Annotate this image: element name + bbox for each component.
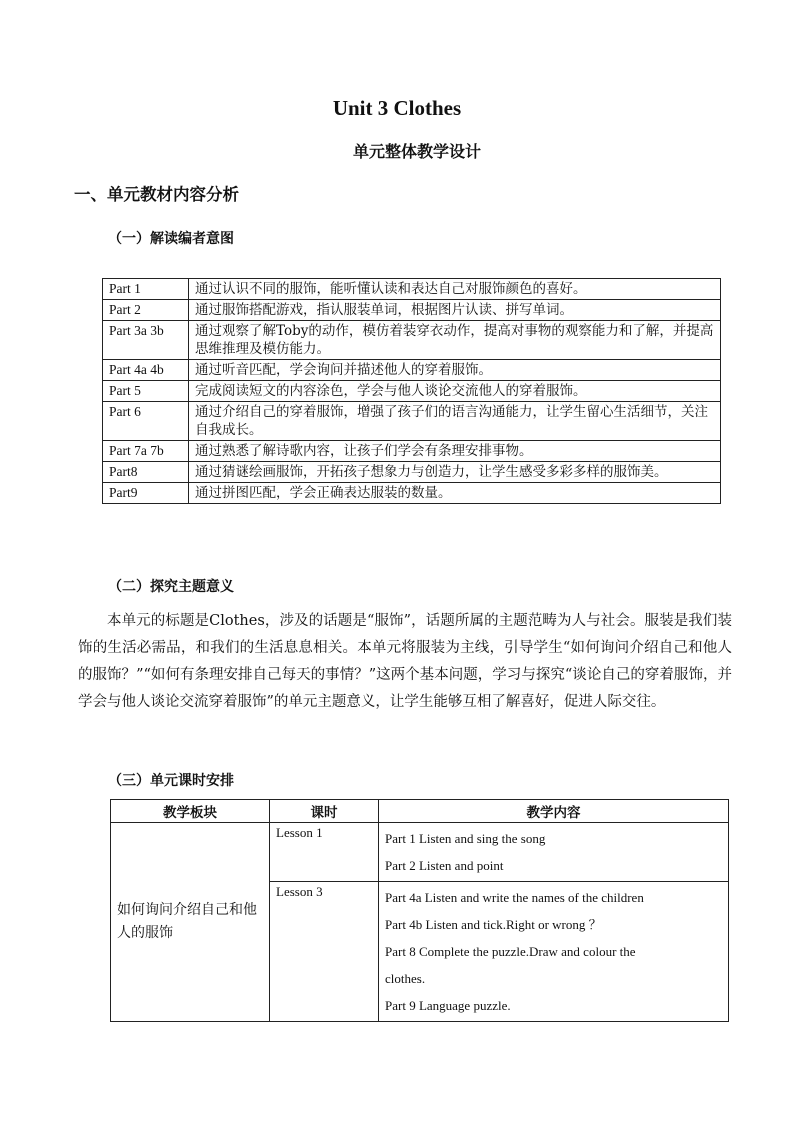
- part-desc-cell: 通过拼图匹配，学会正确表达服装的数量。: [189, 483, 721, 504]
- schedule-table: [110, 799, 729, 1022]
- table-row: [103, 279, 721, 300]
- content-cell: [379, 823, 729, 882]
- part-cell: Part 5: [103, 381, 189, 402]
- document-title: Unit 3 Clothes: [332, 96, 462, 120]
- part-desc-cell: 通过猜谜绘画服饰，开拓孩子想象力与创造力，让学生感受多彩多样的服饰美。: [189, 462, 721, 483]
- table-row: [103, 441, 721, 462]
- table-row: [103, 360, 721, 381]
- content-line: Part 2 Listen and point: [385, 858, 504, 873]
- table-row: [103, 300, 721, 321]
- part-desc-cell: 通过认识不同的服饰，能听懂认读和表达自己对服饰颜色的喜好。: [189, 279, 721, 300]
- part-cell: Part8: [103, 462, 189, 483]
- table-row: [103, 402, 721, 441]
- content-cell: [379, 882, 729, 1022]
- content-line: Part 4a Listen and write the names of the children: [385, 890, 644, 905]
- table-header-row: [111, 800, 729, 823]
- subheading-intent: （一）解读编者意图: [108, 231, 234, 247]
- content-line: Part 8 Complete the puzzle.Draw and colour the: [385, 944, 636, 959]
- subheading-theme: （二）探究主题意义: [108, 579, 234, 595]
- table-row: [111, 823, 729, 882]
- content-line: Part 4b Listen and tick.Right or wrong ？: [385, 917, 602, 932]
- table-row: [103, 321, 721, 360]
- parts-table: [102, 278, 721, 504]
- part-desc-cell: 通过听音匹配，学会询问并描述他人的穿着服饰。: [189, 360, 721, 381]
- part-desc-cell: 通过观察了解Toby的动作，模仿着装穿衣动作，提高对事物的观察能力和了解，并提高思维推理及模仿能力。: [189, 321, 721, 360]
- part-cell: Part 3a 3b: [103, 321, 189, 360]
- lesson-cell: Lesson 3: [270, 882, 379, 1022]
- part-cell: Part 7a 7b: [103, 441, 189, 462]
- content-line: Part 1 Listen and sing the song: [385, 831, 546, 846]
- table-row: [103, 381, 721, 402]
- column-header: 教学内容: [379, 800, 729, 823]
- theme-paragraph: 本单元的标题是Clothes，涉及的话题是“服饰”，话题所属的主题范畴为人与社会。服装是我们装饰的生活必需品，和我们的生活息息相关。本单元将服装为主线，引导学生“如何询问介绍自己和他人的服饰？”“如何有条理安排自己每天的事情？”这两个基本问题，学习与探究“谈论自己的穿着服饰，并学会与他人谈论交流穿着服饰”的单元主题意义，让学生能够互相了解喜好，促进人际交往。: [78, 613, 732, 710]
- part-desc-cell: 完成阅读短文的内容涂色，学会与他人谈论交流他人的穿着服饰。: [189, 381, 721, 402]
- subheading-schedule: （三）单元课时安排: [108, 773, 234, 789]
- part-cell: Part 2: [103, 300, 189, 321]
- section-heading-analysis: 一、单元教材内容分析: [74, 185, 239, 204]
- document-subtitle: 单元整体教学设计: [352, 142, 481, 161]
- part-desc-cell: 通过熟悉了解诗歌内容，让孩子们学会有条理安排事物。: [189, 441, 721, 462]
- column-header: 课时: [270, 800, 379, 823]
- table-row: [103, 462, 721, 483]
- part-desc-cell: 通过服饰搭配游戏，指认服装单词，根据图片认读、拼写单词。: [189, 300, 721, 321]
- topic-cell: 如何询问介绍自己和他人的服饰: [111, 823, 270, 1022]
- part-desc-cell: 通过介绍自己的穿着服饰，增强了孩子们的语言沟通能力，让学生留心生活细节，关注自我成长。: [189, 402, 721, 441]
- part-cell: Part 1: [103, 279, 189, 300]
- part-cell: Part 4a 4b: [103, 360, 189, 381]
- part-cell: Part 6: [103, 402, 189, 441]
- column-header: 教学板块: [111, 800, 270, 823]
- lesson-cell: Lesson 1: [270, 823, 379, 882]
- table-row: [103, 483, 721, 504]
- content-line: Part 9 Language puzzle.: [385, 998, 511, 1013]
- part-cell: Part9: [103, 483, 189, 504]
- content-line: clothes.: [385, 971, 426, 986]
